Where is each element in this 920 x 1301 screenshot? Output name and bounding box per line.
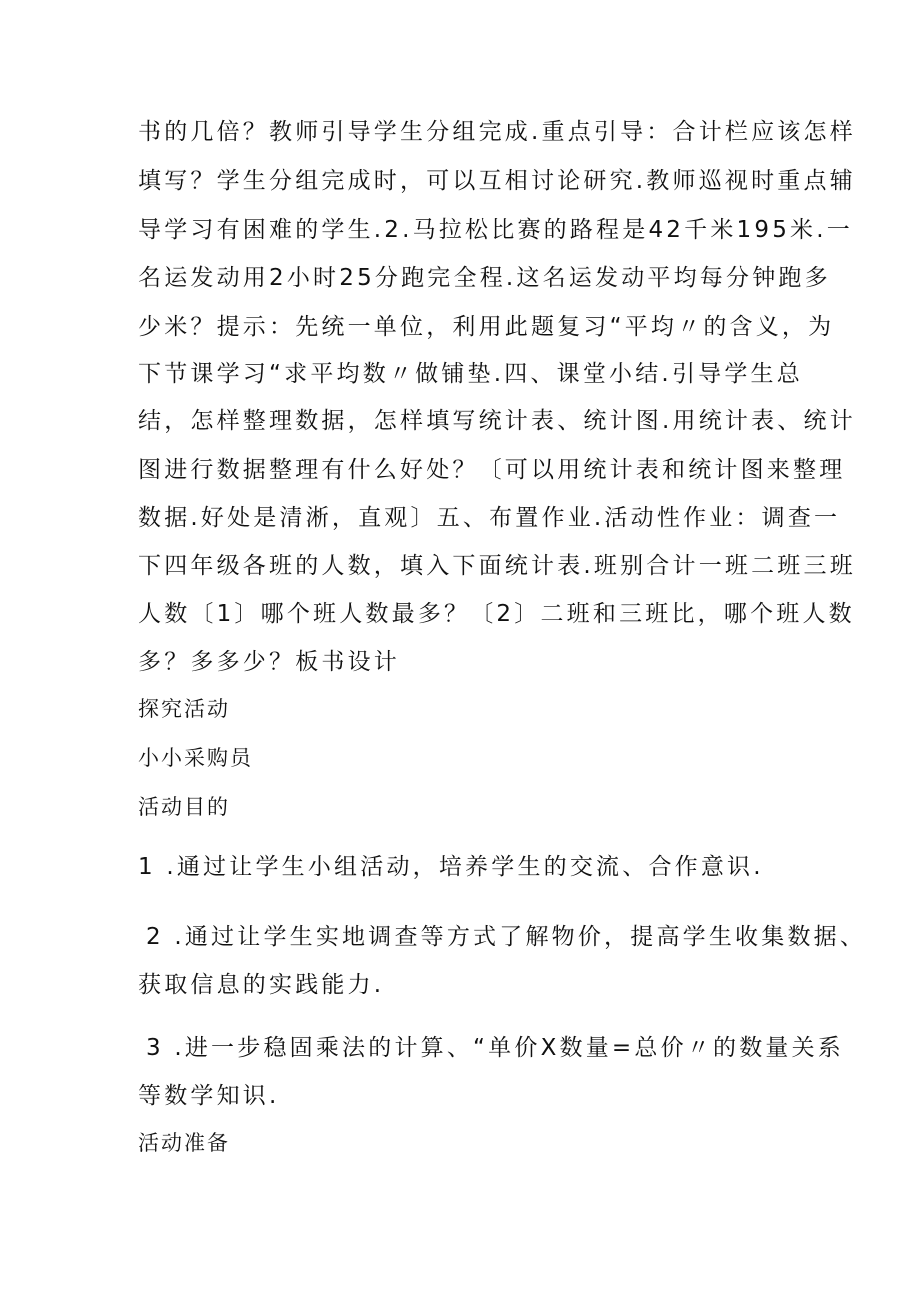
paragraph-line-4: 名运发动用2小时25分跑完全程.这名运发动平均每分钟跑多	[138, 265, 831, 291]
paragraph-line-11: 人数〔1〕哪个班人数最多？〔2〕二班和三班比，哪个班人数	[138, 601, 855, 627]
paragraph-line-2: 填写？学生分组完成时，可以互相讨论研究.教师巡视时重点辅	[138, 168, 856, 194]
paragraph-line-5: 少米？提示：先统一单位，利用此题复习“平均〃的含义，为	[138, 314, 835, 340]
goal-item-3-line-2: 等数学知识.	[138, 1083, 280, 1109]
paragraph-line-10: 下四年级各班的人数，填入下面统计表.班别合计一班二班三班	[138, 553, 856, 579]
heading-buyer: 小小采购员	[138, 746, 253, 770]
paragraph-line-7: 结，怎样整理数据，怎样填写统计表、统计图.用统计表、统计	[138, 408, 856, 434]
heading-goal: 活动目的	[138, 795, 230, 819]
paragraph-line-3: 导学习有困难的学生.2.马拉松比赛的路程是42千米195米.一	[138, 217, 853, 243]
goal-item-2-line-1: 2 .通过让学生实地调查等方式了解物价，提高学生收集数据、	[146, 924, 867, 950]
paragraph-line-9: 数据.好处是清淅，直观〕五、布置作业.活动性作业：调查一	[138, 505, 841, 531]
paragraph-line-6: 下节课学习“求平均数〃做铺垫.四、课堂小结.引导学生总	[138, 361, 803, 387]
paragraph-line-12: 多？多多少？板书设计	[138, 649, 400, 675]
goal-item-2-line-2: 获取信息的实践能力.	[138, 972, 385, 998]
paragraph-line-1: 书的几倍？教师引导学生分组完成.重点引导：合计栏应该怎样	[138, 119, 856, 145]
heading-explore: 探究活动	[138, 697, 230, 721]
goal-item-1: 1 .通过让学生小组活动，培养学生的交流、合作意识.	[138, 854, 764, 880]
heading-prep: 活动准备	[138, 1131, 230, 1155]
goal-item-3-line-1: 3 .进一步稳固乘法的计算、“单价X数量=总价〃的数量关系	[146, 1035, 844, 1061]
paragraph-line-8: 图进行数据整理有什么好处？〔可以用统计表和统计图来整理	[138, 457, 846, 483]
